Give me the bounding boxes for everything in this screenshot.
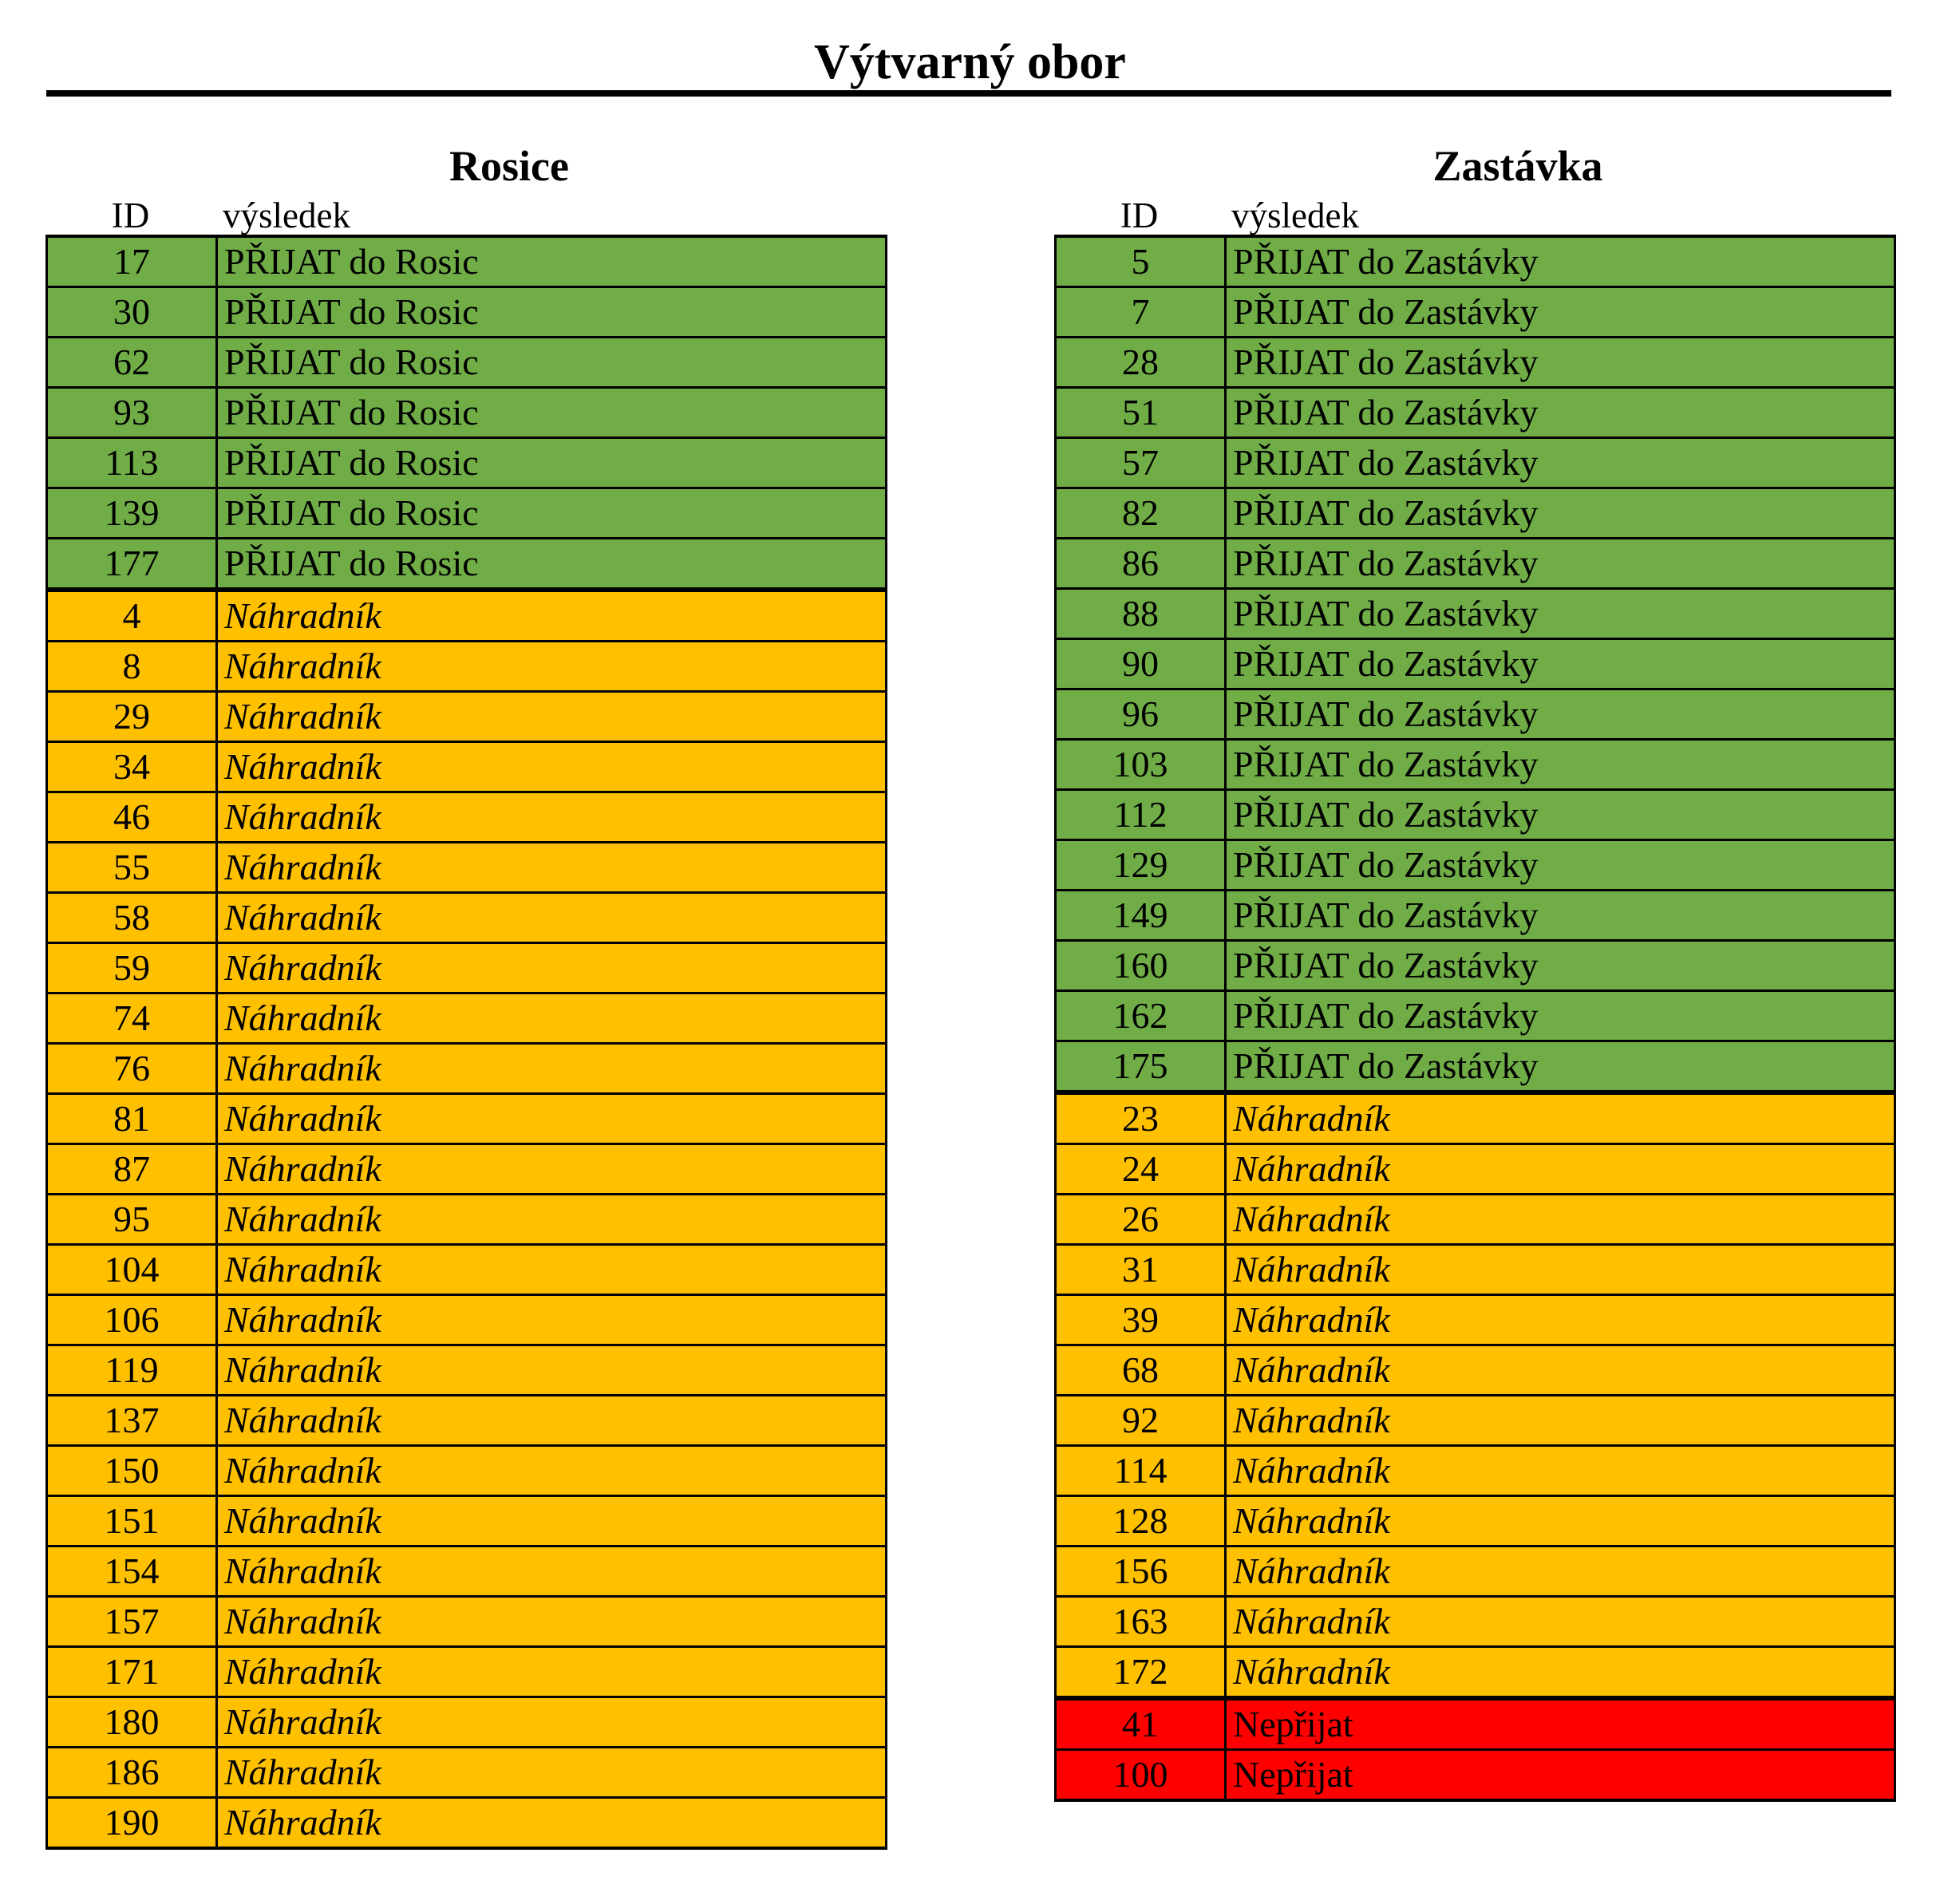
page-title: Výtvarný obor (814, 35, 1126, 89)
section-title: Zastávka (1432, 142, 1603, 190)
cell-result: PŘIJAT do Rosic (217, 236, 887, 287)
cell-id: 34 (47, 742, 217, 792)
table-row (47, 1597, 887, 1647)
cell-id: 186 (47, 1748, 217, 1798)
cell-id: 31 (1056, 1245, 1226, 1295)
table-row (1056, 941, 1895, 991)
cell-id: 58 (47, 893, 217, 943)
cell-result: Náhradník (1226, 1295, 1895, 1345)
cell-id: 4 (47, 590, 217, 642)
table-row (47, 287, 887, 338)
table-row (1056, 689, 1895, 740)
header-result: výsledek (1231, 196, 1359, 235)
table-row (1056, 991, 1895, 1041)
table-row (1056, 1345, 1895, 1396)
section-title: Rosice (449, 142, 569, 190)
table-row (47, 792, 887, 843)
table-row (47, 1396, 887, 1446)
cell-id: 62 (47, 338, 217, 388)
cell-result: Náhradník (1226, 1597, 1895, 1647)
cell-result: Náhradník (217, 1044, 887, 1094)
table-row (1056, 438, 1895, 488)
cell-id: 92 (1056, 1396, 1226, 1446)
cell-id: 113 (47, 438, 217, 488)
cell-id: 129 (1056, 840, 1226, 891)
cell-result: PŘIJAT do Rosic (217, 338, 887, 388)
cell-result: PŘIJAT do Zastávky (1226, 941, 1895, 991)
cell-id: 154 (47, 1547, 217, 1597)
table-row (1056, 589, 1895, 639)
cell-result: Nepřijat (1226, 1698, 1895, 1750)
table-row (47, 1195, 887, 1245)
table-row (1056, 539, 1895, 589)
cell-id: 30 (47, 287, 217, 338)
cell-result: Náhradník (1226, 1647, 1895, 1699)
cell-result: PŘIJAT do Zastávky (1226, 236, 1895, 287)
cell-id: 23 (1056, 1092, 1226, 1144)
cell-id: 57 (1056, 438, 1226, 488)
table-row (47, 843, 887, 893)
table-row (47, 590, 887, 642)
cell-id: 162 (1056, 991, 1226, 1041)
cell-id: 86 (1056, 539, 1226, 589)
cell-id: 96 (1056, 689, 1226, 740)
cell-result: Náhradník (217, 1697, 887, 1748)
cell-result: PŘIJAT do Zastávky (1226, 790, 1895, 840)
cell-result: PŘIJAT do Zastávky (1226, 689, 1895, 740)
cell-id: 106 (47, 1295, 217, 1345)
cell-result: Náhradník (1226, 1547, 1895, 1597)
cell-id: 175 (1056, 1041, 1226, 1093)
cell-result: Náhradník (217, 1798, 887, 1849)
cell-result: PŘIJAT do Zastávky (1226, 891, 1895, 941)
section-rosice (45, 136, 885, 1850)
table-row (1056, 1750, 1895, 1801)
column-headers (1054, 196, 1894, 235)
cell-result: PŘIJAT do Rosic (217, 438, 887, 488)
cell-id: 87 (47, 1144, 217, 1195)
cell-result: PŘIJAT do Rosic (217, 388, 887, 438)
table-row (47, 1094, 887, 1144)
table-row (47, 1044, 887, 1094)
table-row (1056, 1446, 1895, 1496)
table-row (47, 488, 887, 539)
table-row (1056, 1092, 1895, 1144)
column-headers (45, 196, 885, 235)
cell-result: Náhradník (217, 1144, 887, 1195)
cell-id: 29 (47, 692, 217, 742)
cell-id: 28 (1056, 338, 1226, 388)
cell-result: Náhradník (1226, 1195, 1895, 1245)
cell-id: 172 (1056, 1647, 1226, 1699)
table-row (47, 1345, 887, 1396)
cell-result: PŘIJAT do Rosic (217, 488, 887, 539)
table-row (1056, 1496, 1895, 1547)
results-table (45, 235, 887, 1850)
cell-id: 74 (47, 993, 217, 1044)
cell-result: PŘIJAT do Zastávky (1226, 639, 1895, 689)
table-row (47, 993, 887, 1044)
cell-id: 150 (47, 1446, 217, 1496)
table-row (1056, 840, 1895, 891)
cell-id: 119 (47, 1345, 217, 1396)
cell-id: 190 (47, 1798, 217, 1849)
header-id: ID (1120, 196, 1159, 235)
cell-result: Náhradník (1226, 1245, 1895, 1295)
table-row (1056, 639, 1895, 689)
cell-id: 160 (1056, 941, 1226, 991)
cell-id: 171 (47, 1647, 217, 1697)
table-row (1056, 1547, 1895, 1597)
table-row (1056, 1647, 1895, 1699)
table-row (1056, 388, 1895, 438)
cell-result: Náhradník (217, 1345, 887, 1396)
cell-id: 59 (47, 943, 217, 993)
cell-result: Náhradník (217, 943, 887, 993)
cell-id: 151 (47, 1496, 217, 1547)
table-row (47, 642, 887, 692)
cell-id: 76 (47, 1044, 217, 1094)
table-row (1056, 338, 1895, 388)
cell-id: 139 (47, 488, 217, 539)
cell-result: PŘIJAT do Zastávky (1226, 589, 1895, 639)
cell-result: PŘIJAT do Zastávky (1226, 488, 1895, 539)
cell-result: Náhradník (217, 590, 887, 642)
table-row (47, 539, 887, 591)
cell-result: Náhradník (217, 1295, 887, 1345)
cell-result: PŘIJAT do Rosic (217, 287, 887, 338)
cell-id: 93 (47, 388, 217, 438)
cell-id: 104 (47, 1245, 217, 1295)
cell-result: Náhradník (217, 1748, 887, 1798)
table-row (47, 1496, 887, 1547)
cell-result: Náhradník (217, 1547, 887, 1597)
cell-result: Náhradník (1226, 1446, 1895, 1496)
table-row (47, 1697, 887, 1748)
cell-id: 24 (1056, 1144, 1226, 1195)
cell-id: 88 (1056, 589, 1226, 639)
cell-result: PŘIJAT do Zastávky (1226, 338, 1895, 388)
cell-result: Náhradník (217, 792, 887, 843)
cell-id: 5 (1056, 236, 1226, 287)
table-row (1056, 1195, 1895, 1245)
cell-result: Náhradník (1226, 1496, 1895, 1547)
cell-id: 95 (47, 1195, 217, 1245)
header-id: ID (111, 196, 150, 235)
cell-result: Náhradník (217, 642, 887, 692)
cell-result: Náhradník (1226, 1396, 1895, 1446)
cell-id: 157 (47, 1597, 217, 1647)
table-row (1056, 488, 1895, 539)
table-row (47, 1748, 887, 1798)
section-zastavka (1054, 136, 1894, 1802)
cell-result: Nepřijat (1226, 1750, 1895, 1801)
table-row (47, 1245, 887, 1295)
table-row (1056, 1698, 1895, 1750)
cell-result: PŘIJAT do Zastávky (1226, 388, 1895, 438)
cell-id: 41 (1056, 1698, 1226, 1750)
cell-result: PŘIJAT do Rosic (217, 539, 887, 591)
table-row (1056, 790, 1895, 840)
cell-id: 17 (47, 236, 217, 287)
cell-id: 51 (1056, 388, 1226, 438)
header-result: výsledek (223, 196, 350, 235)
cell-id: 100 (1056, 1750, 1226, 1801)
table-row (1056, 1396, 1895, 1446)
table-row (47, 236, 887, 287)
table-row (1056, 287, 1895, 338)
cell-result: Náhradník (217, 843, 887, 893)
cell-id: 55 (47, 843, 217, 893)
cell-id: 156 (1056, 1547, 1226, 1597)
cell-id: 114 (1056, 1446, 1226, 1496)
cell-result: Náhradník (1226, 1092, 1895, 1144)
cell-result: PŘIJAT do Zastávky (1226, 740, 1895, 790)
cell-result: Náhradník (217, 1446, 887, 1496)
table-row (47, 1798, 887, 1849)
table-row (1056, 1295, 1895, 1345)
cell-id: 82 (1056, 488, 1226, 539)
cell-result: Náhradník (217, 742, 887, 792)
cell-result: PŘIJAT do Zastávky (1226, 287, 1895, 338)
table-row (47, 1547, 887, 1597)
cell-result: PŘIJAT do Zastávky (1226, 840, 1895, 891)
cell-id: 8 (47, 642, 217, 692)
cell-result: Náhradník (217, 692, 887, 742)
cell-id: 39 (1056, 1295, 1226, 1345)
table-row (47, 438, 887, 488)
cell-id: 68 (1056, 1345, 1226, 1396)
cell-id: 137 (47, 1396, 217, 1446)
table-row (1056, 1245, 1895, 1295)
cell-result: Náhradník (217, 1597, 887, 1647)
table-row (1056, 1041, 1895, 1093)
cell-id: 163 (1056, 1597, 1226, 1647)
cell-id: 112 (1056, 790, 1226, 840)
table-row (1056, 236, 1895, 287)
cell-id: 177 (47, 539, 217, 591)
cell-result: PŘIJAT do Zastávky (1226, 1041, 1895, 1093)
cell-result: Náhradník (217, 1496, 887, 1547)
cell-result: PŘIJAT do Zastávky (1226, 991, 1895, 1041)
cell-result: Náhradník (217, 1396, 887, 1446)
cell-id: 81 (47, 1094, 217, 1144)
title-divider (46, 90, 1891, 97)
table-row (1056, 1144, 1895, 1195)
cell-result: Náhradník (217, 993, 887, 1044)
table-row (47, 388, 887, 438)
cell-result: Náhradník (217, 1195, 887, 1245)
table-row (47, 893, 887, 943)
table-row (47, 1446, 887, 1496)
cell-result: Náhradník (217, 893, 887, 943)
cell-id: 149 (1056, 891, 1226, 941)
table-row (47, 692, 887, 742)
table-row (1056, 740, 1895, 790)
cell-id: 46 (47, 792, 217, 843)
table-row (47, 943, 887, 993)
results-table (1054, 235, 1896, 1802)
table-row (1056, 1597, 1895, 1647)
table-row (47, 742, 887, 792)
table-row (47, 1295, 887, 1345)
cell-id: 103 (1056, 740, 1226, 790)
cell-id: 7 (1056, 287, 1226, 338)
table-row (47, 1647, 887, 1697)
cell-result: Náhradník (1226, 1345, 1895, 1396)
cell-id: 180 (47, 1697, 217, 1748)
table-row (47, 1144, 887, 1195)
cell-id: 128 (1056, 1496, 1226, 1547)
cell-result: PŘIJAT do Zastávky (1226, 438, 1895, 488)
cell-result: Náhradník (217, 1094, 887, 1144)
cell-result: Náhradník (217, 1245, 887, 1295)
table-row (47, 338, 887, 388)
cell-id: 26 (1056, 1195, 1226, 1245)
cell-result: Náhradník (217, 1647, 887, 1697)
table-row (1056, 891, 1895, 941)
cell-id: 90 (1056, 639, 1226, 689)
cell-result: PŘIJAT do Zastávky (1226, 539, 1895, 589)
cell-result: Náhradník (1226, 1144, 1895, 1195)
